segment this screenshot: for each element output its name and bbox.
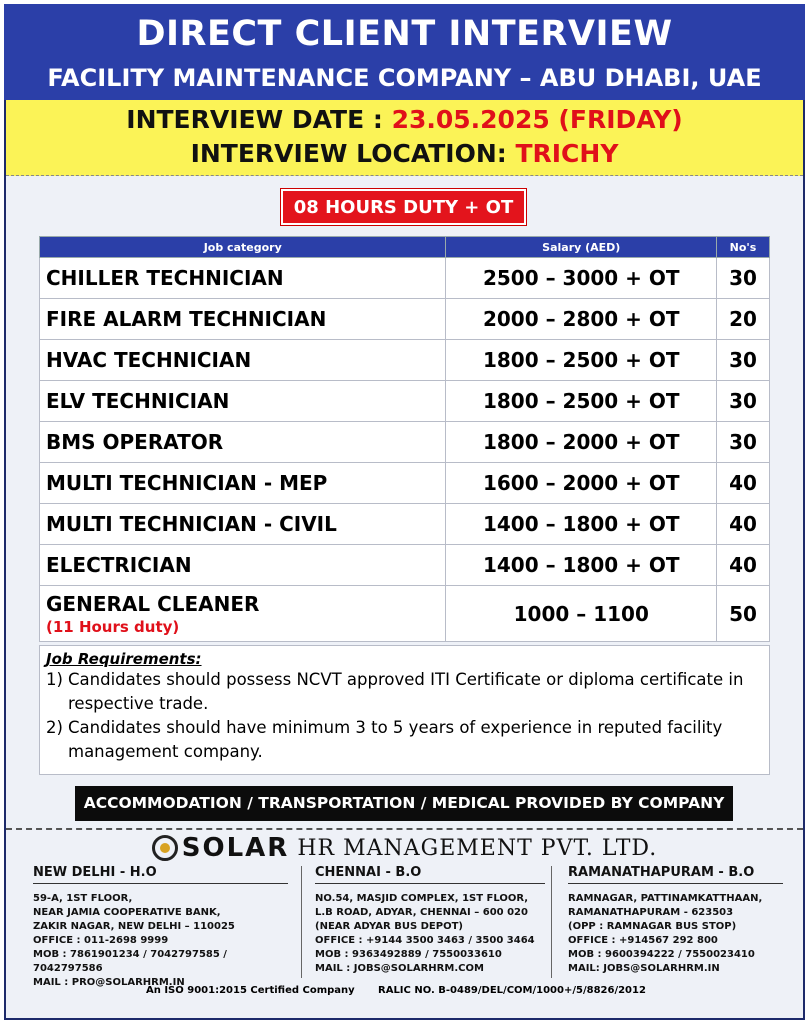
job-count: 40	[717, 463, 770, 504]
branch-line: MOB : 9600394222 / 7550023410	[568, 949, 755, 960]
poster-title: DIRECT CLIENT INTERVIEW	[136, 14, 673, 54]
table-row	[40, 463, 770, 504]
branch-line: OFFICE : 011-2698 9999	[33, 935, 169, 946]
job-requirements	[39, 645, 770, 775]
requirement-text: Candidates should possess NCVT approved ITI Certificate or diploma certificate in respective trade.	[68, 670, 744, 713]
job-count: 50	[717, 586, 770, 642]
job-category: GENERAL CLEANER	[46, 591, 260, 616]
branch-line: ZAKIR NAGAR, NEW DELHI – 110025	[33, 921, 235, 932]
job-category: ELECTRICIAN	[40, 545, 446, 586]
requirement-item	[46, 668, 763, 716]
branch-title: NEW DELHI - H.O	[33, 866, 288, 884]
job-salary: 1800 – 2000 + OT	[446, 422, 717, 463]
header-salary: Salary (AED)	[446, 237, 717, 258]
job-salary: 2000 – 2800 + OT	[446, 299, 717, 340]
interview-location-value: TRICHY	[515, 139, 619, 168]
branch-ramanathapuram	[568, 866, 783, 976]
table-row	[40, 422, 770, 463]
job-count: 30	[717, 422, 770, 463]
job-category: MULTI TECHNICIAN - CIVIL	[40, 504, 446, 545]
job-category: CHILLER TECHNICIAN	[40, 258, 446, 299]
footer-divider	[6, 828, 803, 830]
job-salary: 1600 – 2000 + OT	[446, 463, 717, 504]
job-count: 40	[717, 545, 770, 586]
requirement-text: Candidates should have minimum 3 to 5 years of experience in reputed facility management company.	[68, 718, 723, 761]
interview-location	[6, 139, 803, 168]
job-salary: 1800 – 2500 + OT	[446, 381, 717, 422]
branch-line: RAMNAGAR, PATTINAMKATTHAAN,	[568, 893, 763, 904]
table-row	[40, 545, 770, 586]
interview-info-banner	[6, 100, 803, 176]
branch-line: (OPP : RAMNAGAR BUS STOP)	[568, 921, 737, 932]
branch-chennai	[315, 866, 545, 976]
job-count: 30	[717, 340, 770, 381]
company-name: HR MANAGEMENT PVT. LTD.	[297, 835, 658, 861]
job-salary: 2500 – 3000 + OT	[446, 258, 717, 299]
requirements-title: Job Requirements:	[46, 650, 202, 668]
branch-line: 59-A, 1ST FLOOR,	[33, 893, 133, 904]
branch-divider	[301, 866, 302, 978]
table-header-row	[40, 237, 770, 258]
job-category-cell	[40, 586, 446, 642]
job-category: FIRE ALARM TECHNICIAN	[40, 299, 446, 340]
job-salary: 1800 – 2500 + OT	[446, 340, 717, 381]
requirement-number: 1)	[46, 670, 63, 689]
header-count: No's	[717, 237, 770, 258]
job-count: 40	[717, 504, 770, 545]
branch-line: OFFICE : +9144 3500 3463 / 3500 3464	[315, 935, 535, 946]
iso-certification: An ISO 9001:2015 Certified Company	[146, 985, 355, 996]
solar-logo-icon	[152, 835, 178, 861]
table-row	[40, 381, 770, 422]
benefits-bar: ACCOMMODATION / TRANSPORTATION / MEDICAL PROVIDED BY COMPANY	[75, 786, 733, 821]
table-row	[40, 504, 770, 545]
table-row	[40, 586, 770, 642]
branch-new-delhi	[33, 866, 288, 990]
interview-date-value: 23.05.2025 (FRIDAY)	[391, 105, 683, 134]
requirement-item	[46, 716, 763, 764]
company-header	[0, 833, 809, 863]
interview-date	[6, 105, 803, 134]
header-banner	[4, 4, 805, 100]
branch-line: MOB : 9363492889 / 7550033610	[315, 949, 502, 960]
branch-line: MAIL : PRO@SOLARHRM.IN	[33, 977, 185, 988]
table-row	[40, 258, 770, 299]
branch-line: NO.54, MASJID COMPLEX, 1ST FLOOR,	[315, 893, 529, 904]
job-salary: 1400 – 1800 + OT	[446, 545, 717, 586]
branch-line: L.B ROAD, ADYAR, CHENNAI – 600 020	[315, 907, 528, 918]
branch-title: RAMANATHAPURAM - B.O	[568, 866, 783, 884]
job-count: 30	[717, 381, 770, 422]
job-salary: 1400 – 1800 + OT	[446, 504, 717, 545]
branch-title: CHENNAI - B.O	[315, 866, 545, 884]
branch-line: MAIL: JOBS@SOLARHRM.IN	[568, 963, 720, 974]
job-category: MULTI TECHNICIAN - MEP	[40, 463, 446, 504]
job-duty-note: (11 Hours duty)	[46, 617, 180, 636]
job-count: 30	[717, 258, 770, 299]
job-category: ELV TECHNICIAN	[40, 381, 446, 422]
job-count: 20	[717, 299, 770, 340]
branch-line: (NEAR ADYAR BUS DEPOT)	[315, 921, 463, 932]
duty-badge: 08 HOURS DUTY + OT	[281, 189, 526, 225]
interview-location-label: INTERVIEW LOCATION:	[190, 139, 516, 168]
job-category: HVAC TECHNICIAN	[40, 340, 446, 381]
requirement-number: 2)	[46, 718, 63, 737]
poster-subtitle: FACILITY MAINTENANCE COMPANY – ABU DHABI, UAE	[47, 64, 762, 92]
branch-line: MOB : 7861901234 / 7042797585 / 7042797586	[33, 949, 227, 974]
ralic-number: RALIC NO. B-0489/DEL/COM/1000+/5/8826/2012	[378, 985, 646, 996]
job-salary: 1000 – 1100	[446, 586, 717, 642]
interview-date-label: INTERVIEW DATE :	[126, 105, 392, 134]
header-job-category: Job category	[40, 237, 446, 258]
branch-line: MAIL : JOBS@SOLARHRM.COM	[315, 963, 484, 974]
company-logo-text: SOLAR	[181, 833, 290, 863]
branch-line: NEAR JAMIA COOPERATIVE BANK,	[33, 907, 221, 918]
branch-line: OFFICE : +914567 292 800	[568, 935, 718, 946]
job-category: BMS OPERATOR	[40, 422, 446, 463]
table-row	[40, 340, 770, 381]
branch-divider	[551, 866, 552, 978]
table-row	[40, 299, 770, 340]
branch-line: RAMANATHAPURAM - 623503	[568, 907, 734, 918]
jobs-table	[39, 236, 770, 642]
